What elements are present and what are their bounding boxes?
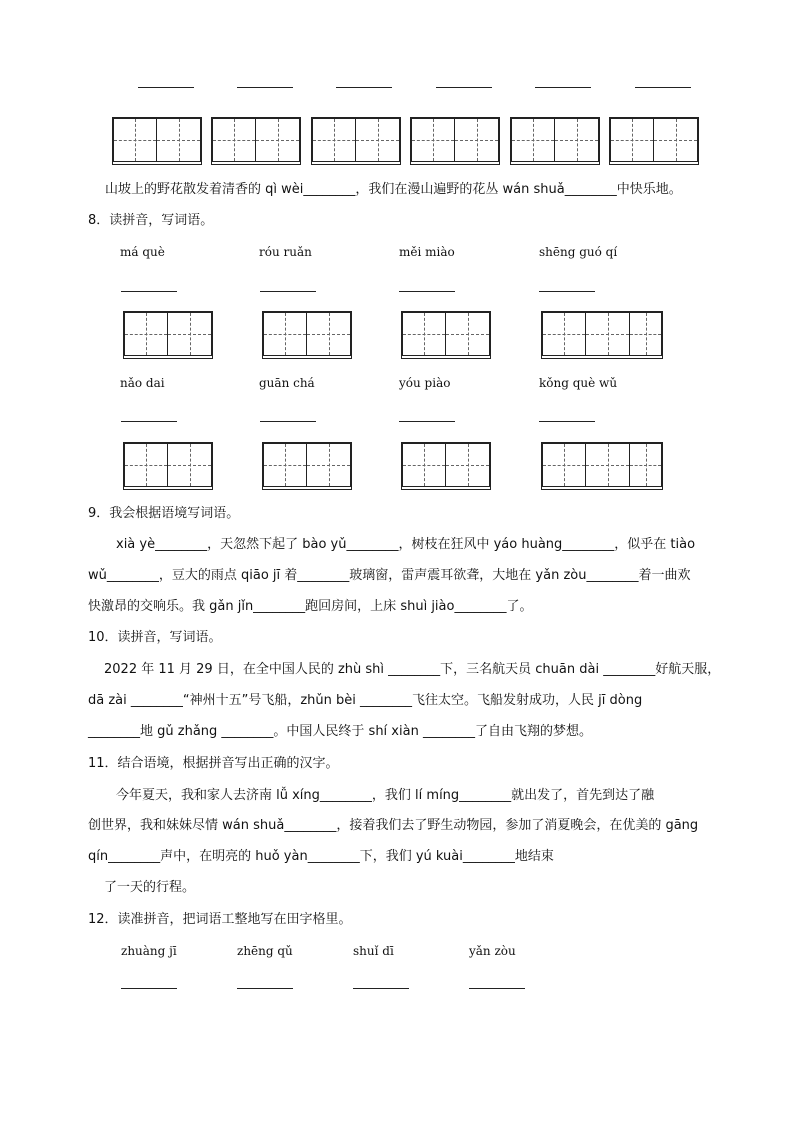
tianzige-grid[interactable]: [401, 442, 491, 490]
pinyin-label: róu ruǎn: [259, 245, 312, 259]
tianzige-grid[interactable]: [112, 117, 202, 165]
answer-blank[interactable]: [237, 988, 293, 989]
tianzige-grid[interactable]: [311, 117, 401, 165]
question-11-title: 11．结合语境，根据拼音写出正确的汉字。: [88, 756, 339, 771]
tianzige-grid[interactable]: [410, 117, 500, 165]
answer-blank[interactable]: [336, 87, 392, 88]
tianzige-grid[interactable]: [123, 311, 213, 359]
answer-blank[interactable]: [121, 988, 177, 989]
tianzige-grid[interactable]: [262, 311, 352, 359]
q11-line: 了一天的行程。: [104, 880, 196, 895]
tianzige-grid[interactable]: [262, 442, 352, 490]
answer-blank[interactable]: [260, 421, 316, 422]
tianzige-grid[interactable]: [401, 311, 491, 359]
pinyin-label: kǒng què wǔ: [539, 376, 618, 390]
tianzige-grid[interactable]: [541, 442, 663, 490]
answer-blank[interactable]: [635, 87, 691, 88]
question-9-title: 9．我会根据语境写词语。: [88, 506, 240, 521]
q10-line: ________地 gǔ zhǎng ________。中国人民终于 shí xiàn ________了自由飞翔的梦想。: [88, 724, 592, 739]
pinyin-label: zhuàng jī: [121, 944, 177, 958]
answer-blank[interactable]: [399, 291, 455, 292]
context-sentence: 山坡上的野花散发着清香的 qì wèi________，我们在漫山遍野的花丛 wán shuǎ________中快乐地。: [105, 182, 682, 197]
answer-blank[interactable]: [436, 87, 492, 88]
q11-line: 今年夏天，我和家人去济南 lǚ xíng________，我们 lí míng________就出发了，首先到达了融: [116, 788, 655, 803]
pinyin-label: guān chá: [259, 376, 315, 390]
answer-blank[interactable]: [260, 291, 316, 292]
q9-line: wǔ________，豆大的雨点 qiāo jī 着________玻璃窗，雷声震耳欲聋，大地在 yǎn zòu________着一曲欢: [88, 568, 691, 583]
tianzige-grid[interactable]: [609, 117, 699, 165]
pinyin-label: shuǐ dī: [353, 944, 394, 958]
answer-blank[interactable]: [353, 988, 409, 989]
answer-blank[interactable]: [399, 421, 455, 422]
answer-blank[interactable]: [539, 421, 595, 422]
q9-line: xià yè________，天忽然下起了 bào yǔ________，树枝在狂风中 yáo huàng________，似乎在 tiào: [116, 537, 696, 552]
q9-line: 快激昂的交响乐。我 gǎn jǐn________跑回房间，上床 shuì jiào________了。: [88, 599, 533, 614]
answer-blank[interactable]: [237, 87, 293, 88]
pinyin-label: yóu piào: [399, 376, 451, 390]
answer-blank[interactable]: [469, 988, 525, 989]
answer-blank[interactable]: [539, 291, 595, 292]
tianzige-grid[interactable]: [211, 117, 301, 165]
q10-line: 2022 年 11 月 29 日，在全中国人民的 zhù shì ________下，三名航天员 chuān dài ________好航天服，: [104, 662, 721, 677]
question-8-title: 8．读拼音，写词语。: [88, 213, 214, 228]
answer-blank[interactable]: [121, 291, 177, 292]
q10-line: dā zài ________“神州十五”号飞船，zhǔn bèi ________飞往太空。飞船发射成功，人民 jī dòng: [88, 693, 643, 708]
q11-line: qín________声中，在明亮的 huǒ yàn________下，我们 yú kuài________地结束: [88, 849, 554, 864]
pinyin-label: yǎn zòu: [469, 944, 516, 958]
answer-blank[interactable]: [535, 87, 591, 88]
tianzige-grid[interactable]: [541, 311, 663, 359]
pinyin-label: shēng guó qí: [539, 245, 618, 259]
pinyin-label: zhēng qǔ: [237, 944, 293, 958]
pinyin-label: nǎo dai: [120, 376, 165, 390]
answer-blank[interactable]: [121, 421, 177, 422]
tianzige-grid[interactable]: [510, 117, 600, 165]
q11-line: 创世界，我和妹妹尽情 wán shuǎ________，接着我们去了野生动物园，参加了消夏晚会，在优美的 gāng: [88, 818, 699, 833]
tianzige-grid[interactable]: [123, 442, 213, 490]
pinyin-label: měi miào: [399, 245, 455, 259]
answer-blank[interactable]: [138, 87, 194, 88]
question-10-title: 10．读拼音，写词语。: [88, 630, 222, 645]
question-12-title: 12．读准拼音，把词语工整地写在田字格里。: [88, 912, 352, 927]
pinyin-label: má què: [120, 245, 165, 259]
